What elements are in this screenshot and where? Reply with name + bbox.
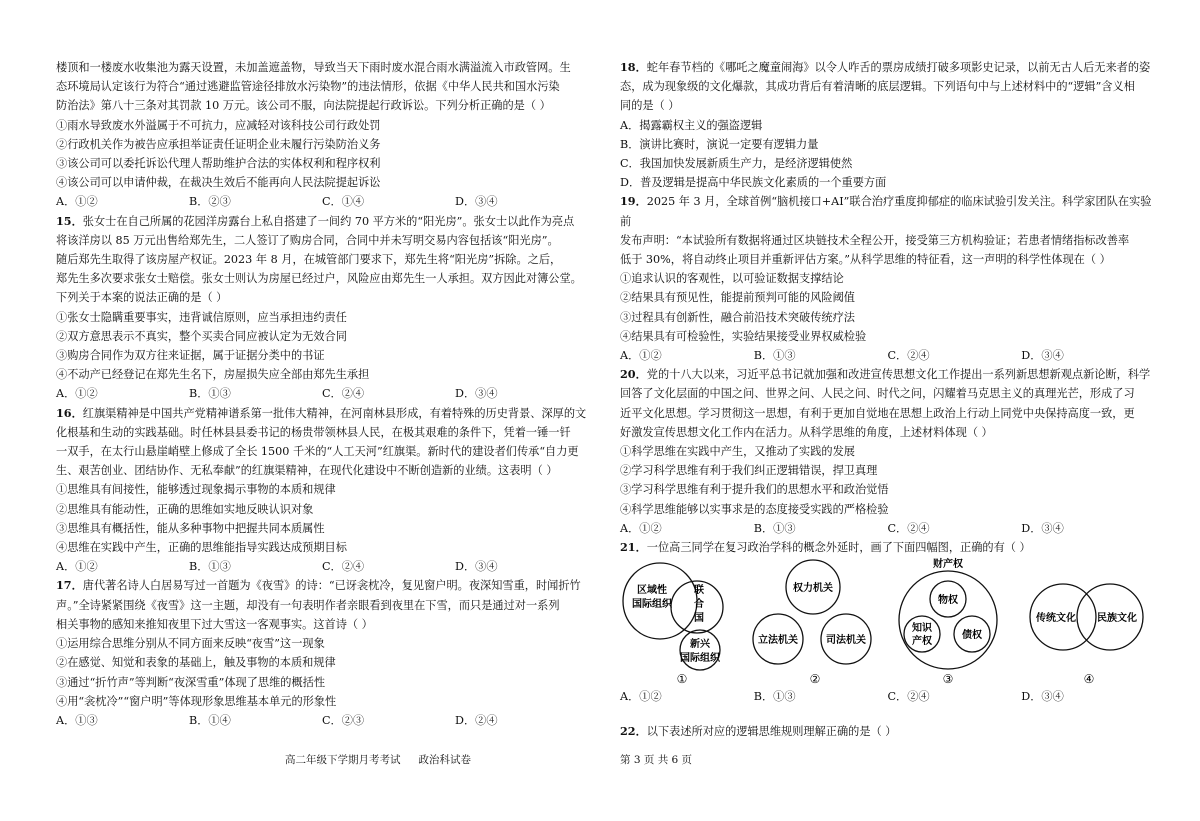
q15-line: 随后郑先生取得了该房屋产权证。2023 年 8 月，在城管部门要求下，郑先生将“阳光房”拆除。之后， bbox=[56, 253, 562, 267]
question-21 bbox=[620, 538, 1155, 706]
q15-choice: ①张女士隐瞒重要事实，违背诚信原则，应当承担违约责任 bbox=[56, 310, 347, 324]
d1-text: 联 bbox=[694, 585, 704, 597]
q16-number: 16． bbox=[56, 405, 83, 420]
q19-line: 发布声明：“本试验所有数据将通过区块链技术全程公开，接受第三方机构验证；若患者情绪指标改善率 bbox=[620, 233, 1130, 247]
d2-text: 权力机关 bbox=[793, 583, 833, 595]
q15-choice: ②双方意思表示不真实，整个买卖合同应被认定为无效合同 bbox=[56, 329, 347, 343]
q18-option-b[interactable]: B．演讲比赛时，演说一定要有逻辑力量 bbox=[620, 137, 819, 151]
footer-exam-title: 高二年级下学期月考考试 bbox=[285, 754, 401, 766]
d2-text: 立法机关 bbox=[758, 635, 798, 647]
q16-line: 红旗渠精神是中国共产党精神谱系第一批伟大精神，在河南林县形成，有着特殊的历史背景、深厚的文 bbox=[82, 406, 587, 420]
q16-choice: ③思维具有概括性，能从多种事物中把握共同本质属性 bbox=[56, 521, 325, 535]
q15-line: 下列关于本案的说法正确的是（ ） bbox=[56, 291, 228, 305]
q18-line: 同的是（ ） bbox=[620, 99, 680, 113]
q18-option-a[interactable]: A．揭露霸权主义的强盗逻辑 bbox=[620, 118, 763, 132]
option-d[interactable]: D．③④ bbox=[455, 560, 498, 574]
option-c[interactable]: C．②④ bbox=[322, 387, 365, 401]
q19-choice: ①追求认识的客观性，以可验证数据支撑结论 bbox=[620, 272, 844, 286]
q15-number: 15． bbox=[56, 213, 83, 228]
q15-choice: ④不动产已经登记在郑先生名下，房屋损失应全部由郑先生承担 bbox=[56, 368, 370, 382]
option-a[interactable]: A．①② bbox=[620, 690, 662, 704]
q22-number: 22． bbox=[620, 724, 647, 739]
d1-text: 新兴 bbox=[690, 639, 710, 651]
q22-text: 以下表述所对应的逻辑思维规则理解正确的是（ ） bbox=[646, 725, 897, 739]
q19-choice: ③过程具有创新性，融合前沿技术突破传统疗法 bbox=[620, 310, 855, 324]
q14-options bbox=[56, 192, 588, 211]
d4-text: 民族文化 bbox=[1097, 613, 1137, 625]
q20-choice: ③学习科学思维有利于提升我们的思想水平和政治觉悟 bbox=[620, 483, 889, 497]
option-c[interactable]: C．②④ bbox=[887, 521, 930, 535]
q16-options bbox=[56, 557, 588, 576]
q21-options bbox=[620, 687, 1155, 706]
option-c[interactable]: C．①④ bbox=[322, 195, 365, 209]
d1-text: 区域性 bbox=[637, 585, 667, 597]
q14-line: 态环境局认定该行为符合“通过逃避监管途径排放水污染物”的违法情形，依据《中华人民共和国水污染 bbox=[56, 80, 560, 94]
footer-subject: 政治科试卷 bbox=[418, 754, 471, 766]
question-14 bbox=[56, 58, 588, 212]
q14-choice: ②行政机关作为被告应承担举证责任证明企业未履行污染防治义务 bbox=[56, 137, 381, 151]
q15-options bbox=[56, 384, 588, 403]
q17-line: 声。”全诗紧紧围绕《夜雪》这一主题，却没有一句表明作者亲眼看到夜里在下雪，而只是通过对一系列 bbox=[56, 598, 560, 612]
option-a[interactable]: A．①② bbox=[56, 387, 98, 401]
q14-line: 楼顶和一楼废水收集池为露天设置，未加盖遮盖物，导致当天下雨时废水混合雨水满溢流入市政管网。生 bbox=[56, 61, 571, 74]
q19-choice: ②结果具有预见性，能提前预判可能的风险阈值 bbox=[620, 291, 855, 305]
option-a[interactable]: A．①② bbox=[620, 521, 662, 535]
option-b[interactable]: B．①③ bbox=[189, 560, 231, 574]
diagram-3 bbox=[899, 557, 997, 686]
d1-text: 国 bbox=[694, 613, 704, 625]
option-a[interactable]: A．①② bbox=[56, 560, 98, 574]
question-16 bbox=[56, 404, 588, 577]
question-17 bbox=[56, 576, 588, 730]
d1-label: ① bbox=[676, 672, 688, 687]
option-d[interactable]: D．③④ bbox=[1021, 690, 1064, 704]
option-c[interactable]: C．②③ bbox=[322, 713, 365, 727]
question-18 bbox=[620, 58, 1155, 192]
option-d[interactable]: D．③④ bbox=[1021, 521, 1064, 535]
q19-number: 19． bbox=[620, 194, 647, 209]
q16-choice: ②思维具有能动性，正确的思维如实地反映认识对象 bbox=[56, 502, 314, 516]
q15-line: 郑先生多次要求张女士赔偿。张女士则认为房屋已经过户，风险应由郑先生一人承担。双方因此对簿公堂。 bbox=[56, 272, 582, 286]
q20-choice: ④科学思维能够以实事求是的态度接受实践的严格检验 bbox=[620, 502, 889, 516]
d1-text: 合 bbox=[694, 599, 704, 611]
option-d[interactable]: D．③④ bbox=[1021, 349, 1064, 363]
q17-choice: ④用“衾枕冷”“窗户明”等体现形象思维基本单元的形象性 bbox=[56, 694, 337, 708]
q14-choice: ①雨水导致废水外溢属于不可抗力，应减轻对该科技公司行政处罚 bbox=[56, 118, 381, 132]
q15-choice: ③购房合同作为双方往来证据，属于证据分类中的书证 bbox=[56, 349, 325, 363]
q20-line: 近平文化思想。学习贯彻这一思想，有利于更加自觉地在思想上政治上行动上同党中央保持高度一致，更 bbox=[620, 406, 1135, 420]
page-number: 第 3 页 共 6 页 bbox=[620, 754, 693, 766]
q19-choice: ④结果具有可检验性，实验结果接受业界权威检验 bbox=[620, 329, 867, 343]
q14-choice: ④该公司可以申请仲裁，在裁决生效后不能再向人民法院提起诉讼 bbox=[56, 176, 381, 190]
diagram-4 bbox=[1030, 584, 1143, 686]
q19-options bbox=[620, 346, 1155, 365]
q17-line: 唐代著名诗人白居易写过一首题为《夜雪》的诗：“已讶衾枕冷，复见窗户明。夜深知雪重，时闻折竹 bbox=[82, 579, 581, 593]
q21-number: 21． bbox=[620, 540, 647, 555]
question-22 bbox=[620, 722, 1155, 741]
d1-xinxing-circle bbox=[680, 630, 720, 670]
option-c[interactable]: C．②④ bbox=[322, 560, 365, 574]
option-b[interactable]: B．①③ bbox=[753, 521, 796, 535]
q20-choice: ②学习科学思维有利于我们纠正逻辑错误，捍卫真理 bbox=[620, 464, 878, 478]
q20-line: 好激发宣传思想文化工作内在活力。从科学思维的角度，上述材料体现（ ） bbox=[620, 425, 993, 439]
right-column bbox=[620, 58, 1155, 742]
diagram-2 bbox=[753, 560, 871, 686]
option-b[interactable]: B．①④ bbox=[189, 713, 231, 727]
q16-choice: ①思维具有间接性，能够透过现象揭示事物的本质和规律 bbox=[56, 483, 336, 497]
option-a[interactable]: A．①③ bbox=[56, 713, 98, 727]
d3-label: ③ bbox=[942, 672, 954, 687]
option-c[interactable]: C．②④ bbox=[887, 690, 930, 704]
q17-choice: ③通过“折竹声”等判断“夜深雪重”体现了思维的概括性 bbox=[56, 675, 326, 689]
q20-choice: ①科学思维在实践中产生，又推动了实践的发展 bbox=[620, 445, 855, 459]
option-b[interactable]: B．②③ bbox=[189, 195, 231, 209]
option-d[interactable]: D．③④ bbox=[455, 195, 498, 209]
q16-line: 化根基和生动的实践基础。时任林县县委书记的杨贵带领林县人民，在极其艰难的条件下，凭着一锤一钎 bbox=[56, 425, 571, 439]
d4-text: 传统文化 bbox=[1036, 613, 1076, 625]
q16-line: 生、艰苦创业、团结协作、无私奉献”的红旗渠精神，在现代化建设中不断创造新的业绩。这表明（ ） bbox=[56, 464, 558, 478]
q20-line: 党的十八大以来，习近平总书记就加强和改进宣传思想文化工作提出一系列新思想新观点新论断，科学 bbox=[646, 368, 1151, 382]
question-15 bbox=[56, 212, 588, 404]
q21-text: 一位高三同学在复习政治学科的概念外延时，画了下面四幅图，正确的有（ ） bbox=[646, 541, 1031, 555]
q16-line: 一双手，在太行山悬崖峭壁上修成了全长 1500 千米的“人工天河”红旗渠。新时代的建设者们传承“自力更 bbox=[56, 445, 579, 459]
d1-text: 国际组织 bbox=[680, 653, 720, 665]
d3-text: 物权 bbox=[938, 595, 958, 607]
option-b[interactable]: B．①③ bbox=[753, 349, 796, 363]
q21-venn-diagrams bbox=[620, 557, 1155, 687]
option-d[interactable]: D．②④ bbox=[455, 713, 498, 727]
q20-options bbox=[620, 519, 1155, 538]
q14-line: 防治法》第八十三条对其罚款 10 万元。该公司不服，向法院提起行政诉讼。下列分析正确的是（ ） bbox=[56, 99, 551, 113]
q18-option-c[interactable]: C．我国加快发展新质生产力，是经济逻辑使然 bbox=[620, 157, 853, 171]
d3-title: 财产权 bbox=[933, 559, 963, 571]
option-b[interactable]: B．①③ bbox=[189, 387, 231, 401]
q14-choice: ③该公司可以委托诉讼代理人帮助维护合法的实体权利和程序权利 bbox=[56, 157, 381, 171]
d3-text: 产权 bbox=[912, 636, 932, 648]
q18-number: 18． bbox=[620, 60, 647, 74]
footer-right bbox=[620, 752, 710, 767]
q20-line: 回答了文化层面的中国之问、世界之问、人民之问、时代之问，闪耀着马克思主义的真理光芒，形成了习 bbox=[620, 387, 1135, 401]
d1-text: 国际组织 bbox=[632, 599, 672, 611]
option-c[interactable]: C．②④ bbox=[887, 349, 930, 363]
q18-line: 态，成为现象级的文化爆款，其成功背后有着清晰的底层逻辑。下列语句中与上述材料中的“逻辑”含义相 bbox=[620, 80, 1135, 94]
q17-number: 17． bbox=[56, 578, 83, 593]
question-19 bbox=[620, 192, 1155, 365]
footer-left bbox=[285, 752, 489, 767]
q15-line: 张女士在自己所属的花园洋房露台上私自搭建了一间约 70 平方米的“阳光房”。张女士以此作为亮点 bbox=[82, 214, 575, 228]
q17-choice: ①运用综合思维分别从不同方面来反映“夜雪”这一现象 bbox=[56, 637, 325, 651]
question-20 bbox=[620, 365, 1155, 538]
option-a[interactable]: A．①② bbox=[56, 195, 98, 209]
q16-choice: ④思维在实践中产生，正确的思维能指导实践达成预期目标 bbox=[56, 541, 347, 555]
d2-text: 司法机关 bbox=[826, 635, 866, 647]
q18-option-d[interactable]: D．普及逻辑是提高中华民族文化素质的一个重要方面 bbox=[620, 176, 887, 190]
left-column bbox=[56, 58, 588, 730]
q17-line: 相关事物的感知来推知夜里下过大雪这一客观事实。这首诗（ ） bbox=[56, 617, 373, 631]
q19-line: 2025 年 3 月，全球首例“脑机接口+AI”联合治疗重度抑郁症的临床试验引发关注。科学家团队在实验前 bbox=[620, 195, 1152, 228]
d2-label: ② bbox=[809, 672, 821, 687]
q19-line: 低于 30%，将自动终止项目并重新评估方案。”从科学思维的特征看，这一声明的科学性体现在（ ） bbox=[620, 253, 1111, 267]
diagram-1 bbox=[623, 563, 723, 686]
q18-line: 蛇年春节档的《哪吒之魔童闹海》以令人咋舌的票房成绩打破多项影史记录，以前无古人后无来者的姿 bbox=[646, 61, 1151, 74]
q17-options bbox=[56, 711, 588, 730]
q20-number: 20． bbox=[620, 367, 647, 382]
d4-label: ④ bbox=[1083, 672, 1095, 687]
option-b[interactable]: B．①③ bbox=[753, 690, 796, 704]
q17-choice: ②在感觉、知觉和表象的基础上，触及事物的本质和规律 bbox=[56, 656, 336, 670]
option-a[interactable]: A．①② bbox=[620, 349, 662, 363]
q15-line: 将该洋房以 85 万元出售给郑先生，二人签订了购房合同，合同中并未写明交易内容包括该“阳光房”。 bbox=[56, 233, 559, 247]
option-d[interactable]: D．③④ bbox=[455, 387, 498, 401]
d3-text: 知识 bbox=[912, 623, 932, 635]
d3-text: 债权 bbox=[962, 630, 982, 642]
